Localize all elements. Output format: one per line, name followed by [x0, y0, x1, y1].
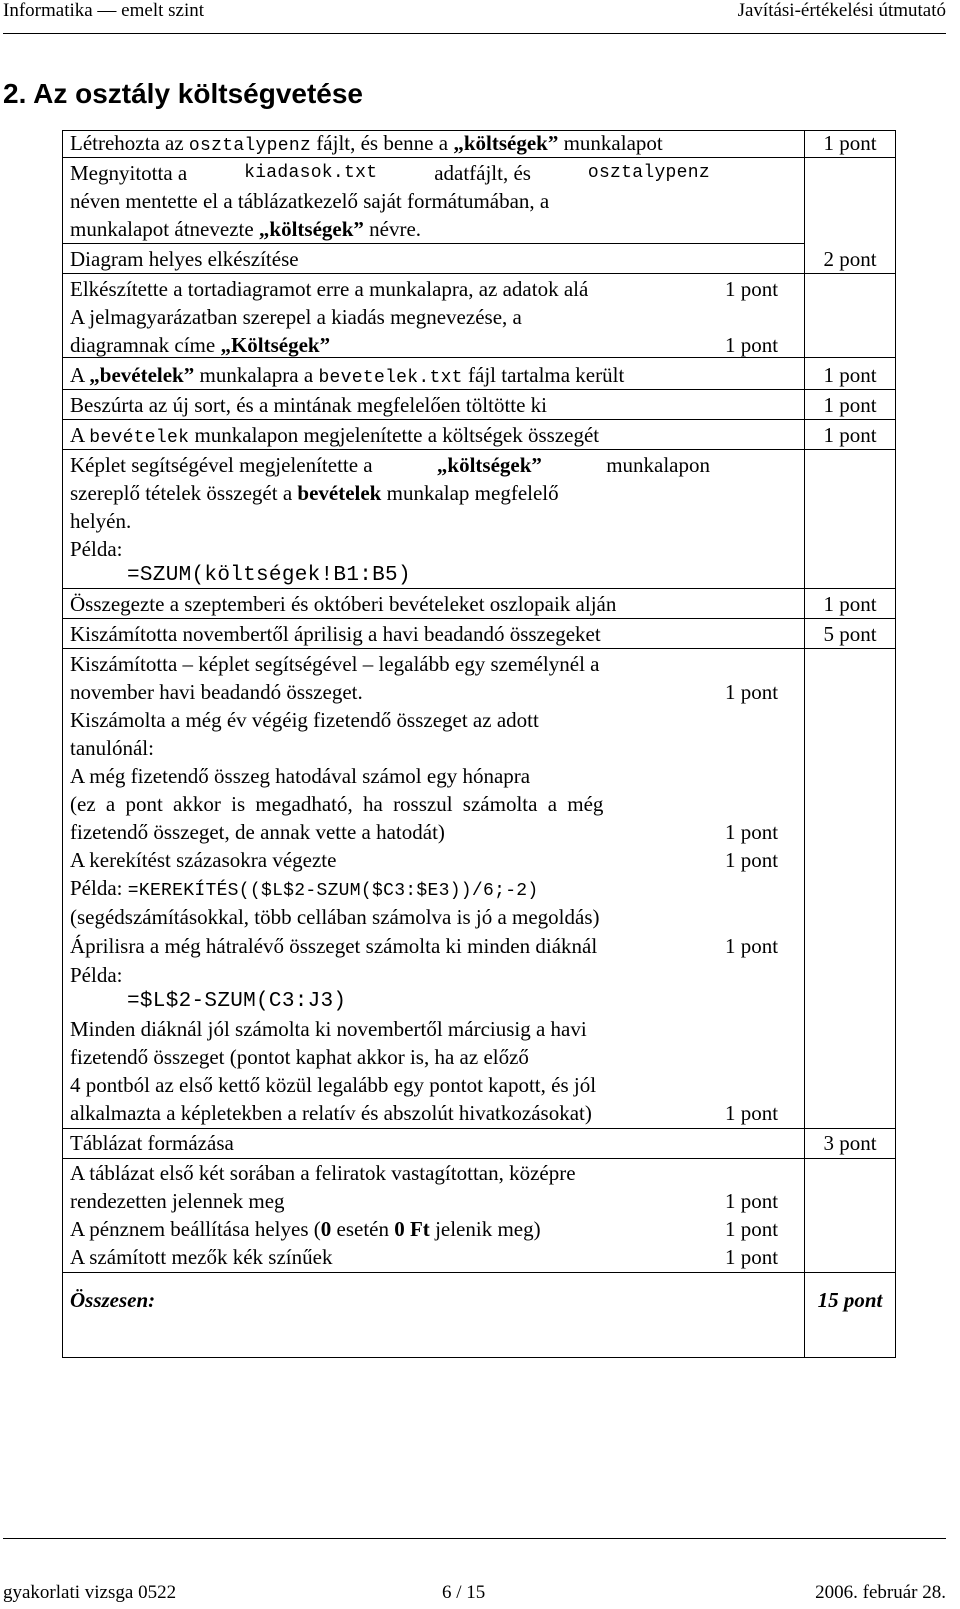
subitem-points: 1 pont: [725, 1217, 779, 1241]
monthly-subitem-d-formula: =$L$2-SZUM(C3:J3): [127, 990, 347, 1013]
subitem-points: 1 pont: [725, 680, 779, 704]
monthly-subitem-d-example-label: Példa:: [70, 963, 123, 987]
header-right: Javítási-értékelési útmutató: [737, 0, 946, 21]
row-open-file-line2: néven mentette el a táblázatkezelő saját formátumában, a: [70, 189, 550, 213]
monthly-subitem-b-line4: (ez a pont akkor is megadható, ha rosszul számolta a még: [70, 792, 604, 816]
row-divider: [62, 1272, 896, 1273]
row-monthly-amounts-label: Kiszámította novembertől áprilisig a havi beadandó összegeket: [70, 622, 601, 646]
monthly-subitem-c: A kerekítést százasokra végezte: [70, 848, 337, 872]
monthly-subitem-b-line5: fizetendő összeget, de annak vette a hatodát): [70, 820, 445, 844]
row-divider: [62, 419, 896, 420]
monthly-subitem-a-line2: november havi beadandó összeget.: [70, 680, 363, 704]
row-create-file: Létrehozta az osztalypenz fájlt, és benne a „költségek” munkalapot: [70, 131, 663, 156]
row-divider: [62, 243, 804, 244]
diagram-subitem-1: Elkészítette a tortadiagramot erre a munkalapra, az adatok alá: [70, 277, 589, 301]
formatting-subitem-b: A pénznem beállítása helyes (0 esetén 0 Ft jelenik meg): [70, 1217, 541, 1241]
monthly-subitem-b-line1: Kiszámolta a még év végéig fizetendő összeget az adott: [70, 708, 539, 732]
row-show-cost-sum: A bevételek munkalapon megjelenítette a költségek összegét: [70, 423, 600, 448]
row-points: 3 pont: [823, 1131, 877, 1155]
monthly-subitem-b-line2: tanulónál:: [70, 736, 154, 760]
header-left: Informatika — emelt szint: [3, 0, 205, 21]
row-points: 2 pont: [823, 247, 877, 271]
row-formula-line2: szereplő tételek összegét a bevételek munkalap megfelelő: [70, 481, 559, 505]
formatting-subitem-a-line1: A táblázat első két sorában a feliratok vastagítottan, középre: [70, 1161, 576, 1185]
row-points: 1 pont: [823, 363, 877, 387]
row-points: 1 pont: [823, 131, 877, 155]
header-rule: [3, 33, 946, 34]
monthly-subitem-e-line3: 4 pontból az első kettő közül legalább egy pontot kapott, és jól: [70, 1073, 597, 1097]
row-insert-row: Beszúrta az új sort, és a mintának megfelelően töltötte ki: [70, 393, 548, 417]
row-points: 1 pont: [823, 423, 877, 447]
row-sum-columns: Összegezte a szeptemberi és októberi bevételeket oszlopaik alján: [70, 592, 617, 616]
row-formatting-label: Táblázat formázása: [70, 1131, 234, 1155]
subitem-points: 1 pont: [725, 820, 779, 844]
monthly-subitem-d: Áprilisra a még hátralévő összeget számolta ki minden diáknál: [70, 934, 598, 958]
monthly-subitem-b-line3: A még fizetendő összeg hatodával számol egy hónapra: [70, 764, 531, 788]
total-points: 15 pont: [817, 1288, 883, 1312]
subitem-points: 1 pont: [725, 1101, 779, 1125]
footer-date: 2006. február 28.: [815, 1582, 946, 1603]
row-open-file-line1: Megnyitotta a kiadasok.txt adatfájlt, és osztalypenz: [70, 161, 710, 185]
row-points: 5 pont: [823, 622, 877, 646]
row-divider: [62, 618, 896, 619]
row-bevetelek-import: A „bevételek” munkalapra a bevetelek.txt fájl tartalma került: [70, 363, 625, 388]
example-label: Példa:: [70, 537, 123, 561]
row-points: 1 pont: [823, 592, 877, 616]
diagram-subitem-2-line2: diagramnak címe „Költségek”: [70, 333, 331, 357]
column-divider: [804, 130, 805, 1358]
total-label: Összesen:: [70, 1288, 156, 1312]
subitem-points: 1 pont: [725, 1245, 779, 1269]
footer-rule: [3, 1538, 946, 1539]
subitem-points: 1 pont: [725, 848, 779, 872]
subitem-points: 1 pont: [725, 1189, 779, 1213]
subitem-points: 1 pont: [725, 333, 779, 357]
row-divider: [62, 273, 896, 274]
formatting-subitem-a-line2: rendezetten jelennek meg: [70, 1189, 285, 1213]
subitem-points: 1 pont: [725, 277, 779, 301]
subitem-points: 1 pont: [725, 934, 779, 958]
monthly-subitem-c-example: Példa: =KEREKÍTÉS(($L$2-SZUM($C3:$E3))/6;-2): [70, 876, 539, 901]
diagram-subitem-2-line1: A jelmagyarázatban szerepel a kiadás megnevezése, a: [70, 305, 522, 329]
row-open-file-line3: munkalapot átnevezte „költségek” névre.: [70, 217, 422, 241]
row-formula-line3: helyén.: [70, 509, 132, 533]
row-divider: [62, 648, 896, 649]
row-formula-line1: Képlet segítségével megjelenítette a „költségek” munkalapon: [70, 453, 710, 477]
monthly-subitem-e-line4: alkalmazta a képletekben a relatív és abszolút hivatkozásokat): [70, 1101, 592, 1125]
formatting-subitem-c: A számított mezők kék színűek: [70, 1245, 333, 1269]
footer-left: gyakorlati vizsga 0522: [3, 1582, 177, 1603]
row-diagram-label: Diagram helyes elkészítése: [70, 247, 299, 271]
row-points: 1 pont: [823, 393, 877, 417]
monthly-subitem-c-note: (segédszámításokkal, több cellában számolva is jó a megoldás): [70, 905, 600, 929]
monthly-subitem-e-line1: Minden diáknál jól számolta ki novembertől márciusig a havi: [70, 1017, 587, 1041]
monthly-subitem-e-line2: fizetendő összeget (pontot kaphat akkor is, ha az előző: [70, 1045, 529, 1069]
monthly-subitem-a-line1: Kiszámította – képlet segítségével – legalább egy személynél a: [70, 652, 600, 676]
footer-page-number: 6 / 15: [442, 1582, 486, 1603]
example-formula: =SZUM(költségek!B1:B5): [127, 564, 411, 587]
section-title: 2. Az osztály költségvetése: [3, 78, 364, 109]
